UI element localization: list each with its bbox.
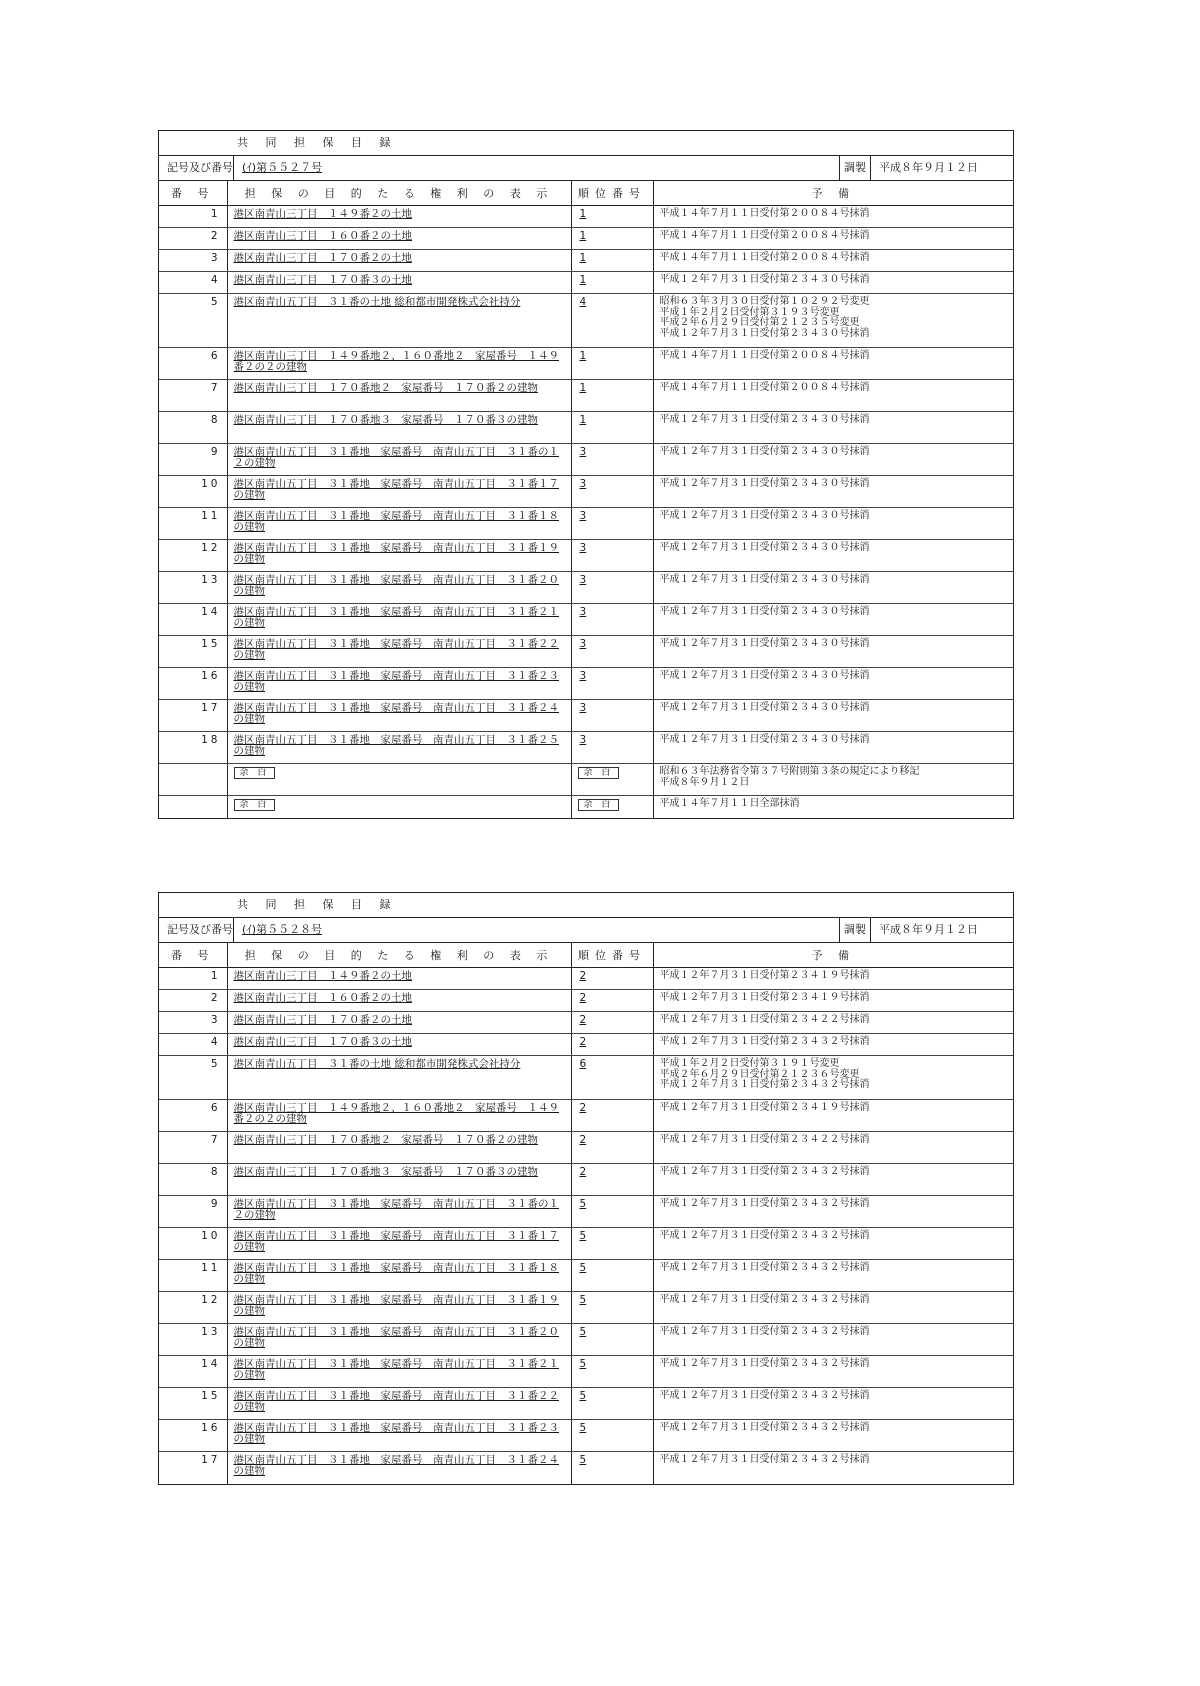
table-row xyxy=(159,412,1013,444)
row-rank: 3 xyxy=(571,700,653,732)
header-note: 予 備 xyxy=(653,943,1013,968)
row-number: 4 xyxy=(159,1034,227,1056)
register-meta xyxy=(159,156,1013,181)
row-rank: 1 xyxy=(571,412,653,444)
row-description xyxy=(227,380,571,412)
row-note: 平成１２年７月３１日受付第２３４３０号抹消 xyxy=(653,668,1013,700)
table-row xyxy=(159,1324,1013,1356)
row-description xyxy=(227,1012,571,1034)
row-rank: 3 xyxy=(571,444,653,476)
row-note: 平成１２年７月３１日受付第２３４３２号抹消 xyxy=(653,1196,1013,1228)
row-description xyxy=(227,294,571,348)
row-rank: 1 xyxy=(571,272,653,294)
row-note: 平成１２年７月３１日受付第２３４３０号抹消 xyxy=(653,732,1013,764)
row-rank: 2 xyxy=(571,1012,653,1034)
description-text: 港区南青山五丁目 ３１番地 家屋番号 南青山五丁目 ３１番２４の建物 xyxy=(233,1454,559,1477)
row-description xyxy=(227,540,571,572)
row-rank: 3 xyxy=(571,668,653,700)
table-row xyxy=(159,700,1013,732)
row-description xyxy=(227,1260,571,1292)
row-description xyxy=(227,1132,571,1164)
row-number: 4 xyxy=(159,272,227,294)
table-row xyxy=(159,1100,1013,1132)
row-note: 平成１２年７月３１日受付第２３４１９号抹消 xyxy=(653,968,1013,990)
row-description xyxy=(227,1056,571,1100)
description-text: 港区南青山三丁目 １４９番地２、１６０番地２ 家屋番号 １４９番２の２の建物 xyxy=(233,1102,559,1125)
row-number: 9 xyxy=(159,444,227,476)
row-description xyxy=(227,1034,571,1056)
row-description xyxy=(227,250,571,272)
row-description xyxy=(227,412,571,444)
row-number: 16 xyxy=(159,1420,227,1452)
description-text: 港区南青山三丁目 １７０番３の土地 xyxy=(233,274,412,286)
row-note: 平成１２年７月３１日受付第２３４３０号抹消 xyxy=(653,272,1013,294)
description-text: 港区南青山三丁目 １４９番地２、１６０番地２ 家屋番号 １４９番２の２の建物 xyxy=(233,350,559,373)
table-row xyxy=(159,228,1013,250)
row-note: 平成１４年７月１１日受付第２００８４号抹消 xyxy=(653,228,1013,250)
description-text: 港区南青山五丁目 ３１番地 家屋番号 南青山五丁目 ３１番２２の建物 xyxy=(233,1390,559,1413)
row-description xyxy=(227,1420,571,1452)
row-number: 8 xyxy=(159,412,227,444)
row-number: 17 xyxy=(159,1452,227,1484)
row-description xyxy=(227,636,571,668)
collateral-table xyxy=(159,181,1013,818)
table-row xyxy=(159,1228,1013,1260)
description-text: 港区南青山三丁目 １７０番３の土地 xyxy=(233,1036,412,1048)
row-number: 11 xyxy=(159,508,227,540)
description-text: 港区南青山五丁目 ３１番地 家屋番号 南青山五丁目 ３１番１７の建物 xyxy=(233,478,559,501)
row-rank: 5 xyxy=(571,1420,653,1452)
row-description xyxy=(227,1452,571,1484)
description-text: 港区南青山五丁目 ３１番地 家屋番号 南青山五丁目 ３１番１９の建物 xyxy=(233,542,559,565)
collateral-table xyxy=(159,943,1013,1484)
row-note: 平成１２年７月３１日受付第２３４３２号抹消 xyxy=(653,1388,1013,1420)
table-row xyxy=(159,668,1013,700)
row-rank: 5 xyxy=(571,1196,653,1228)
row-rank: 3 xyxy=(571,732,653,764)
header-note: 予 備 xyxy=(653,181,1013,206)
row-note: 平成１２年７月３１日受付第２３４３２号抹消 xyxy=(653,1324,1013,1356)
blank-label: 余 白 xyxy=(234,799,276,811)
row-number: 11 xyxy=(159,1260,227,1292)
row-number: 14 xyxy=(159,1356,227,1388)
row-description xyxy=(227,508,571,540)
table-row xyxy=(159,444,1013,476)
row-number: 6 xyxy=(159,1100,227,1132)
table-row xyxy=(159,604,1013,636)
chousei-date: 平成８年９月１２日 xyxy=(870,156,1013,180)
row-rank: 1 xyxy=(571,250,653,272)
row-rank: 2 xyxy=(571,968,653,990)
chousei-label: 調製 xyxy=(839,918,870,942)
row-rank xyxy=(571,764,653,796)
symbol-label: 記号及び番号 xyxy=(159,156,234,180)
row-description xyxy=(227,1388,571,1420)
table-row xyxy=(159,1420,1013,1452)
table-row xyxy=(159,380,1013,412)
row-number: 15 xyxy=(159,636,227,668)
row-description xyxy=(227,700,571,732)
description-text: 港区南青山五丁目 ３１番地 家屋番号 南青山五丁目 ３１番２３の建物 xyxy=(233,670,559,693)
description-text: 港区南青山五丁目 ３１番地 家屋番号 南青山五丁目 ３１番２２の建物 xyxy=(233,638,559,661)
row-note: 平成１４年７月１１日全部抹消 xyxy=(659,798,800,809)
row-number: 17 xyxy=(159,700,227,732)
table-row xyxy=(159,968,1013,990)
row-description xyxy=(227,1228,571,1260)
row-description xyxy=(227,968,571,990)
table-row xyxy=(159,250,1013,272)
row-description xyxy=(227,764,571,796)
row-description xyxy=(227,1100,571,1132)
table-body xyxy=(159,206,1013,818)
symbol-value: (ｲ)第５５２７号 xyxy=(242,161,323,174)
register-title: 共 同 担 保 目 録 xyxy=(159,893,1013,918)
row-number: 5 xyxy=(159,1056,227,1100)
row-note: 平成１２年７月３１日受付第２３４３０号抹消 xyxy=(653,540,1013,572)
row-rank: 2 xyxy=(571,1034,653,1056)
row-description xyxy=(227,604,571,636)
row-rank xyxy=(571,796,653,818)
row-rank: 1 xyxy=(571,228,653,250)
row-note: 平成１２年７月３１日受付第２３４３０号抹消 xyxy=(653,444,1013,476)
table-row xyxy=(159,1132,1013,1164)
table-row xyxy=(159,294,1013,348)
row-note: 平成１４年７月１１日受付第２００８４号抹消 xyxy=(653,380,1013,412)
description-text: 港区南青山五丁目 ３１番地 家屋番号 南青山五丁目 ３１番２０の建物 xyxy=(233,574,559,597)
row-number: 3 xyxy=(159,250,227,272)
description-text: 港区南青山五丁目 ３１番地 家屋番号 南青山五丁目 ３１番１８の建物 xyxy=(233,510,559,533)
row-rank: 6 xyxy=(571,1056,653,1100)
blank-label: 余 白 xyxy=(234,767,276,779)
row-note: 平成１２年７月３１日受付第２３４３２号抹消 xyxy=(653,1034,1013,1056)
chousei-label: 調製 xyxy=(839,156,870,180)
table-row xyxy=(159,732,1013,764)
row-note: 平成１２年７月３１日受付第２３４３０号抹消 xyxy=(653,572,1013,604)
row-description xyxy=(227,990,571,1012)
symbol-label: 記号及び番号 xyxy=(159,918,234,942)
row-rank: 4 xyxy=(571,294,653,348)
row-rank: 5 xyxy=(571,1228,653,1260)
row-rank: 5 xyxy=(571,1356,653,1388)
row-rank: 1 xyxy=(571,380,653,412)
description-text: 港区南青山三丁目 １６０番２の土地 xyxy=(233,992,412,1004)
row-note: 平成１２年７月３１日受付第２３４３０号抹消 xyxy=(653,636,1013,668)
row-description xyxy=(227,1164,571,1196)
description-text: 港区南青山五丁目 ３１番地 家屋番号 南青山五丁目 ３１番１９の建物 xyxy=(233,1294,559,1317)
row-note: 平成１２年７月３１日受付第２３４３０号抹消 xyxy=(653,412,1013,444)
row-number: 16 xyxy=(159,668,227,700)
header-desc: 担 保 の 目 的 た る 権 利 の 表 示 xyxy=(227,181,571,206)
row-description xyxy=(227,228,571,250)
description-text: 港区南青山五丁目 ３１番の土地 総和都市開発株式会社持分 xyxy=(233,1058,521,1070)
row-description xyxy=(227,796,571,818)
row-number: 7 xyxy=(159,380,227,412)
row-rank: 2 xyxy=(571,1164,653,1196)
description-text: 港区南青山五丁目 ３１番地 家屋番号 南青山五丁目 ３１番１７の建物 xyxy=(233,1230,559,1253)
row-description xyxy=(227,444,571,476)
row-rank: 3 xyxy=(571,572,653,604)
description-text: 港区南青山三丁目 １７０番地２ 家屋番号 １７０番２の建物 xyxy=(233,382,538,394)
row-number: 10 xyxy=(159,476,227,508)
table-row xyxy=(159,1164,1013,1196)
row-note: 平成１２年７月３１日受付第２３４３２号抹消 xyxy=(659,1454,870,1465)
row-rank: 3 xyxy=(571,540,653,572)
row-note: 平成１４年７月１１日受付第２００８４号抹消 xyxy=(653,206,1013,228)
row-rank: 3 xyxy=(571,476,653,508)
row-note: 平成１４年７月１１日受付第２００８４号抹消 xyxy=(653,250,1013,272)
row-number: 13 xyxy=(159,1324,227,1356)
row-note: 平成１２年７月３１日受付第２３４３０号抹消 xyxy=(653,700,1013,732)
row-rank: 5 xyxy=(571,1452,653,1484)
header-desc: 担 保 の 目 的 た る 権 利 の 表 示 xyxy=(227,943,571,968)
joint-collateral-register-5527 xyxy=(158,130,1014,819)
header-no: 番 号 xyxy=(159,943,227,968)
description-text: 港区南青山五丁目 ３１番地 家屋番号 南青山五丁目 ３１番１８の建物 xyxy=(233,1262,559,1285)
table-row xyxy=(159,1388,1013,1420)
description-text: 港区南青山五丁目 ３１番地 家屋番号 南青山五丁目 ３１番の１２の建物 xyxy=(233,1198,559,1221)
row-number: 2 xyxy=(159,990,227,1012)
description-text: 港区南青山三丁目 １７０番地３ 家屋番号 １７０番３の建物 xyxy=(233,414,538,426)
row-description xyxy=(227,476,571,508)
table-row xyxy=(159,476,1013,508)
row-rank: 5 xyxy=(571,1324,653,1356)
description-text: 港区南青山五丁目 ３１番地 家屋番号 南青山五丁目 ３１番２３の建物 xyxy=(233,1422,559,1445)
register-meta xyxy=(159,918,1013,943)
row-number: 10 xyxy=(159,1228,227,1260)
table-body xyxy=(159,968,1013,1484)
row-number: 8 xyxy=(159,1164,227,1196)
row-number: 2 xyxy=(159,228,227,250)
table-row xyxy=(159,1012,1013,1034)
row-number: 3 xyxy=(159,1012,227,1034)
row-number-empty xyxy=(159,764,227,796)
row-note: 平成１２年７月３１日受付第２３４３２号抹消 xyxy=(653,1292,1013,1324)
row-number: 5 xyxy=(159,294,227,348)
row-rank: 2 xyxy=(571,990,653,1012)
table-row xyxy=(159,272,1013,294)
table-row xyxy=(159,990,1013,1012)
description-text: 港区南青山三丁目 １４９番２の土地 xyxy=(233,970,412,982)
description-text: 港区南青山五丁目 ３１番地 家屋番号 南青山五丁目 ３１番２１の建物 xyxy=(233,1358,559,1381)
table-row xyxy=(159,508,1013,540)
description-text: 港区南青山三丁目 １４９番２の土地 xyxy=(233,208,412,220)
row-number: 18 xyxy=(159,732,227,764)
row-number: 1 xyxy=(159,968,227,990)
description-text: 港区南青山五丁目 ３１番の土地 総和都市開発株式会社持分 xyxy=(233,296,521,308)
row-description xyxy=(227,348,571,380)
row-note: 平成１２年７月３１日受付第２３４３０号抹消 xyxy=(653,508,1013,540)
row-rank: 1 xyxy=(571,206,653,228)
row-note: 平成１２年７月３１日受付第２３４１９号抹消 xyxy=(653,990,1013,1012)
row-number: 6 xyxy=(159,348,227,380)
row-rank: 5 xyxy=(571,1292,653,1324)
table-row xyxy=(159,1260,1013,1292)
row-description xyxy=(227,1196,571,1228)
table-row xyxy=(159,1292,1013,1324)
description-text: 港区南青山五丁目 ３１番地 家屋番号 南青山五丁目 ３１番の１２の建物 xyxy=(233,446,559,469)
row-number: 12 xyxy=(159,540,227,572)
row-description xyxy=(227,1356,571,1388)
row-number: 14 xyxy=(159,604,227,636)
blank-row xyxy=(159,764,1013,796)
row-description xyxy=(227,668,571,700)
row-note: 昭和６３年３月３０日受付第１０２９２号変更 平成１年２月２日受付第３１９３号変更 平成２年６月２９日受付第２１２３５号変更 平成１２年７月３１日受付第２３４３０号抹消 xyxy=(653,294,1013,348)
row-description xyxy=(227,1292,571,1324)
row-note: 平成１２年７月３１日受付第２３４３２号抹消 xyxy=(653,1164,1013,1196)
symbol-value: (ｲ)第５５２８号 xyxy=(242,923,323,936)
description-text: 港区南青山三丁目 １７０番地３ 家屋番号 １７０番３の建物 xyxy=(233,1166,538,1178)
register-title: 共 同 担 保 目 録 xyxy=(159,131,1013,156)
row-number: 9 xyxy=(159,1196,227,1228)
description-text: 港区南青山五丁目 ３１番地 家屋番号 南青山五丁目 ３１番２０の建物 xyxy=(233,1326,559,1349)
row-rank: 1 xyxy=(571,348,653,380)
header-rank: 順位番号 xyxy=(571,943,653,968)
blank-row xyxy=(159,796,1013,818)
description-text: 港区南青山五丁目 ３１番地 家屋番号 南青山五丁目 ３１番２１の建物 xyxy=(233,606,559,629)
description-text: 港区南青山三丁目 １７０番地２ 家屋番号 １７０番２の建物 xyxy=(233,1134,538,1146)
row-note: 平成１２年７月３１日受付第２３４１９号抹消 xyxy=(653,1100,1013,1132)
header-no: 番 号 xyxy=(159,181,227,206)
rank-blank-label: 余 白 xyxy=(578,767,620,779)
row-note: 昭和６３年法務省令第３７号附則第３条の規定により移記 平成８年９月１２日 xyxy=(653,764,1013,796)
row-note: 平成１２年７月３１日受付第２３４３２号抹消 xyxy=(653,1356,1013,1388)
joint-collateral-register-5528 xyxy=(158,892,1014,1485)
row-note: 平成１年２月２日受付第３１９１号変更 平成２年６月２９日受付第２１２３６号変更 平成１２年７月３１日受付第２３４３２号抹消 xyxy=(653,1056,1013,1100)
description-text: 港区南青山五丁目 ３１番地 家屋番号 南青山五丁目 ３１番２４の建物 xyxy=(233,702,559,725)
row-number: 1 xyxy=(159,206,227,228)
row-note: 平成１２年７月３１日受付第２３４３２号抹消 xyxy=(653,1420,1013,1452)
row-rank: 3 xyxy=(571,636,653,668)
table-row xyxy=(159,1452,1013,1484)
table-row xyxy=(159,1056,1013,1100)
row-note: 平成１２年７月３１日受付第２３４３２号抹消 xyxy=(653,1228,1013,1260)
row-note: 平成１２年７月３１日受付第２３４３０号抹消 xyxy=(653,476,1013,508)
row-description xyxy=(227,732,571,764)
row-rank: 2 xyxy=(571,1132,653,1164)
table-row xyxy=(159,206,1013,228)
table-row xyxy=(159,572,1013,604)
row-rank: 3 xyxy=(571,604,653,636)
row-description xyxy=(227,272,571,294)
row-number: 12 xyxy=(159,1292,227,1324)
table-row xyxy=(159,1034,1013,1056)
row-description xyxy=(227,1324,571,1356)
row-rank: 2 xyxy=(571,1100,653,1132)
row-description xyxy=(227,206,571,228)
header-rank: 順位番号 xyxy=(571,181,653,206)
row-note: 平成１２年７月３１日受付第２３４３２号抹消 xyxy=(653,1260,1013,1292)
row-rank: 3 xyxy=(571,508,653,540)
chousei-date: 平成８年９月１２日 xyxy=(870,918,1013,942)
description-text: 港区南青山三丁目 １７０番２の土地 xyxy=(233,252,412,264)
description-text: 港区南青山三丁目 １７０番２の土地 xyxy=(233,1014,412,1026)
table-row xyxy=(159,1196,1013,1228)
row-note: 平成１２年７月３１日受付第２３４２２号抹消 xyxy=(653,1132,1013,1164)
row-rank: 5 xyxy=(571,1388,653,1420)
row-rank: 5 xyxy=(571,1260,653,1292)
rank-blank-label: 余 白 xyxy=(578,799,620,811)
row-note: 平成１２年７月３１日受付第２３４３０号抹消 xyxy=(653,604,1013,636)
table-row xyxy=(159,540,1013,572)
row-note: 平成１４年７月１１日受付第２００８４号抹消 xyxy=(653,348,1013,380)
description-text: 港区南青山五丁目 ３１番地 家屋番号 南青山五丁目 ３１番２５の建物 xyxy=(233,734,559,757)
table-row xyxy=(159,1356,1013,1388)
row-number: 15 xyxy=(159,1388,227,1420)
table-row xyxy=(159,348,1013,380)
row-note: 平成１２年７月３１日受付第２３４２２号抹消 xyxy=(653,1012,1013,1034)
row-description xyxy=(227,572,571,604)
table-row xyxy=(159,636,1013,668)
row-number-empty xyxy=(159,796,227,818)
row-number: 7 xyxy=(159,1132,227,1164)
description-text: 港区南青山三丁目 １６０番２の土地 xyxy=(233,230,412,242)
row-number: 13 xyxy=(159,572,227,604)
